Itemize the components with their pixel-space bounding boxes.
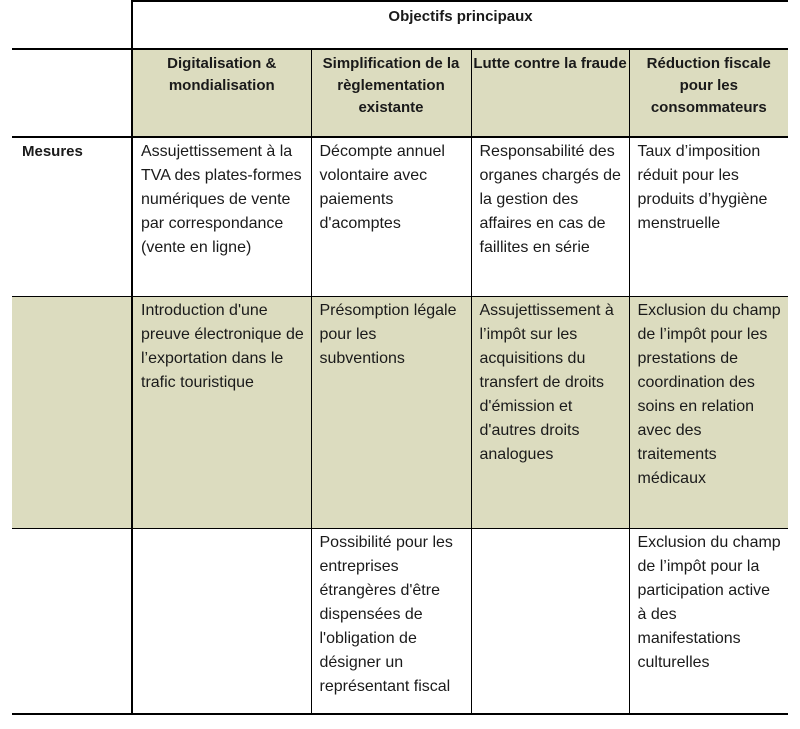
row-label-empty (12, 297, 132, 529)
table-cell: Exclusion du champ de l’impôt pour les prestations de coordination des soins en relation avec des traitements médicaux (629, 297, 788, 529)
table-cell: Assujettissement à la TVA des plates-formes numériques de vente par correspondance (vente en ligne) (132, 137, 311, 297)
table-row (12, 529, 788, 715)
corner-cell (12, 1, 132, 49)
table-row (12, 137, 788, 297)
header-row-main (12, 1, 788, 49)
table-cell: Exclusion du champ de l’impôt pour la participation active à des manifestations culturelles (629, 529, 788, 715)
header-row-columns (12, 49, 788, 137)
table-cell (471, 529, 629, 715)
table-cell: Assujettissement à l’impôt sur les acquisitions du transfert de droits d'émission et d'autres droits analogues (471, 297, 629, 529)
table-cell: Taux d’imposition réduit pour les produits d’hygiène menstruelle (629, 137, 788, 297)
column-header-reduction-fiscale: Réduction fiscale pour les consommateurs (629, 49, 788, 137)
table-row (12, 297, 788, 529)
table-cell (132, 529, 311, 715)
row-label-empty (12, 529, 132, 715)
column-header-simplification: Simplification de la règlementation existante (311, 49, 471, 137)
table-cell: Responsabilité des organes chargés de la gestion des affaires en cas de faillites en série (471, 137, 629, 297)
table-cell: Introduction d'une preuve électronique de l’exportation dans le trafic touristique (132, 297, 311, 529)
main-heading: Objectifs principaux (132, 1, 788, 49)
table-cell: Possibilité pour les entreprises étrangères d'être dispensées de l'obligation de désigner un représentant fiscal (311, 529, 471, 715)
objectives-measures-table (12, 0, 788, 715)
corner-cell-2 (12, 49, 132, 137)
column-header-fraude: Lutte contre la fraude (471, 49, 629, 137)
table-cell: Décompte annuel volontaire avec paiements d'acomptes (311, 137, 471, 297)
table-cell: Présomption légale pour les subventions (311, 297, 471, 529)
row-label-mesures: Mesures (12, 137, 132, 297)
column-header-digitalisation: Digitalisation & mondialisation (132, 49, 311, 137)
